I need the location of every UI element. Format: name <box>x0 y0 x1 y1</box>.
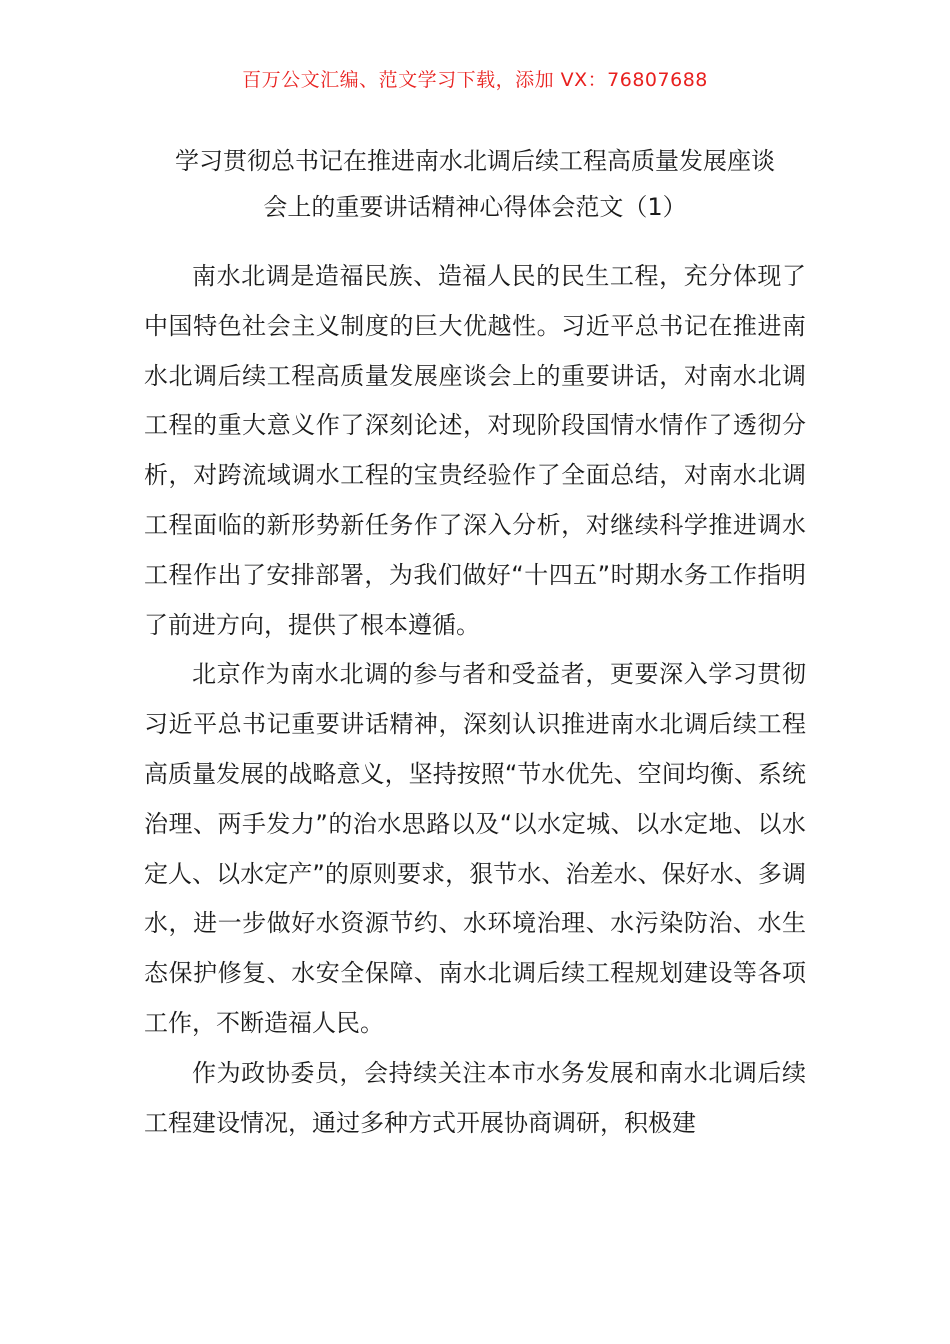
document-body <box>144 252 806 1148</box>
document-title <box>140 138 810 230</box>
paragraph-3: 作为政协委员，会持续关注本市水务发展和南水北调后续工程建设情况，通过多种方式开展协商调研，积极建 <box>144 1058 806 1137</box>
title-line-2: 会上的重要讲话精神心得体会范文（1） <box>263 193 687 221</box>
paragraph-2: 北京作为南水北调的参与者和受益者，更要深入学习贯彻习近平总书记重要讲话精神，深刻认识推进南水北调后续工程高质量发展的战略意义，坚持按照“节水优先、空间均衡、系统治理、两手发力”的治水思路以及“以水定城、以水定地、以水定人、以水定产”的原则要求，狠节水、治差水、保好水、多调水，进一步做好水资源节约、水环境治理、水污染防治、水生态保护修复、水安全保障、南水北调后续工程规划建设等各项工作，不断造福人民。 <box>144 660 806 1037</box>
paragraph-1: 南水北调是造福民族、造福人民的民生工程，充分体现了中国特色社会主义制度的巨大优越性。习近平总书记在推进南水北调后续工程高质量发展座谈会上的重要讲话，对南水北调工程的重大意义作了深刻论述，对现阶段国情水情作了透彻分析，对跨流域调水工程的宝贵经验作了全面总结，对南水北调工程面临的新形势新任务作了深入分析，对继续科学推进调水工程作出了安排部署，为我们做好“十四五”时期水务工作指明了前进方向，提供了根本遵循。 <box>144 262 806 639</box>
download-banner: 百万公文汇编、范文学习下载，添加 VX：76807688 <box>242 69 708 91</box>
title-line-1: 学习贯彻总书记在推进南水北调后续工程高质量发展座谈 <box>175 147 775 175</box>
